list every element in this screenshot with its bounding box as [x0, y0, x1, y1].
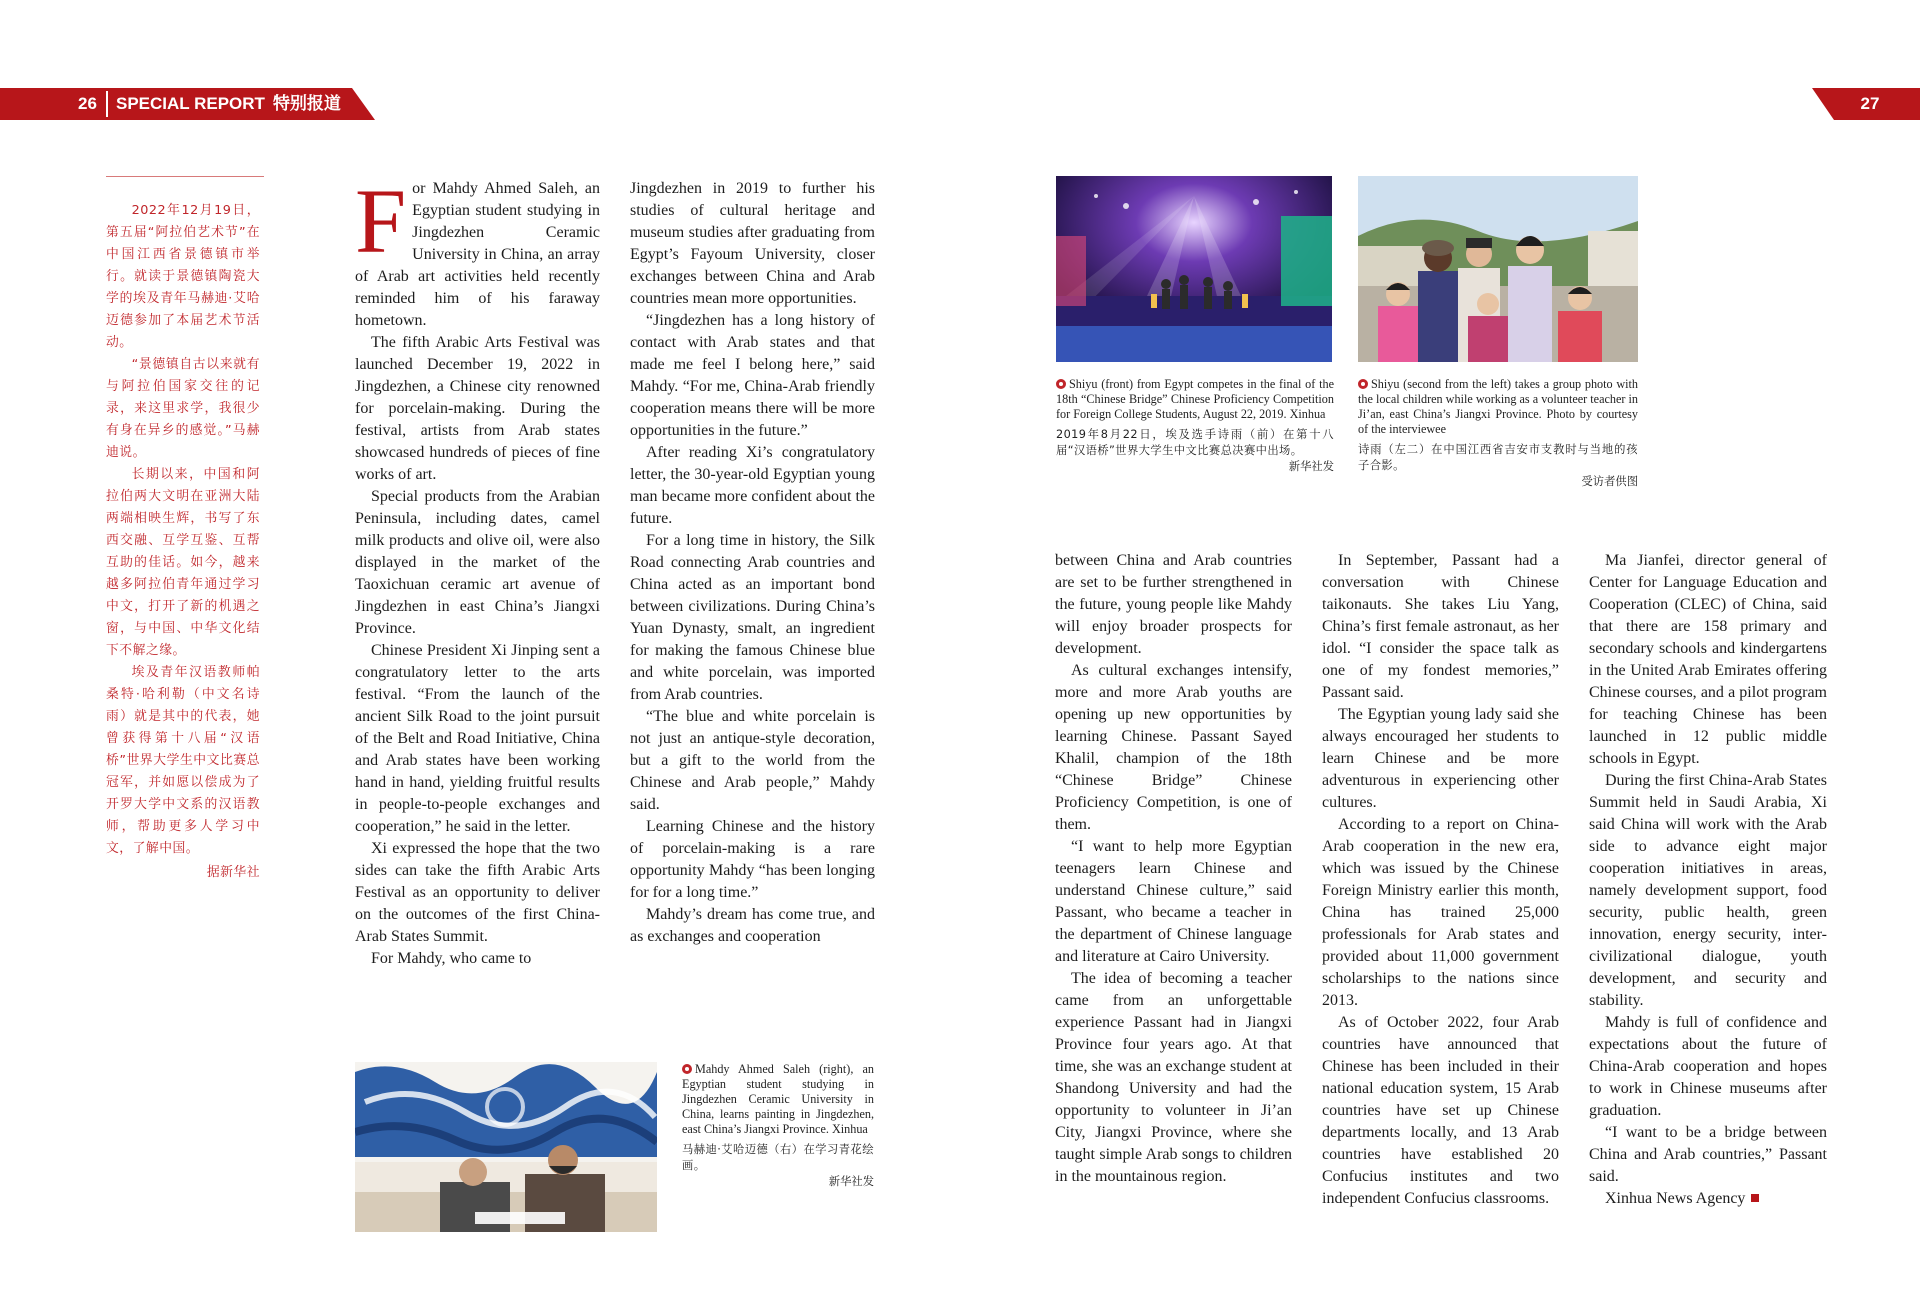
sidebar-paragraph: 2022年12月19日，第五届“阿拉伯艺术节”在中国江西省景德镇市举行。就读于景德镇陶瓷大学的埃及青年马赫迪·艾哈迈德参加了本届艺术节活动。	[106, 203, 260, 350]
article-paragraph: According to a report on China-Arab cooperation in the new era, which was issued by the Chinese Foreign Ministry earlier this month, China has trained 25,000 professionals for Arab states and provided about 11,000 government scholarships to the nations since 2013.	[1322, 816, 1559, 1009]
article-paragraph: “I want to help more Egyptian teenagers learn Chinese and understand Chinese culture,” said Passant, who became a teacher in the department of Chinese language and literature at Cairo University.	[1055, 838, 1292, 965]
article-column-3	[1055, 550, 1292, 1236]
caption-group-photo	[1358, 377, 1638, 490]
article-paragraph: After reading Xi’s congratulatory letter, the 30-year-old Egyptian young man became more confident about the future.	[630, 444, 875, 527]
sidebar-paragraph: “景德镇自古以来就有与阿拉伯国家交往的记录，来这里求学，我很少有身在异乡的感觉。”马赫迪说。	[106, 357, 260, 460]
photo-chinese-bridge-stage	[1056, 176, 1332, 362]
article-paragraph: Special products from the Arabian Peninsula, including dates, camel milk products and olive oil, were also displayed in the market of the Taoxichuan ceramic art avenue of Jingdezhen in east China’s Jiangxi Province.	[355, 488, 600, 637]
article-paragraph: Ma Jianfei, director general of Center for Language Education and Cooperation (CLEC) of China, said that there are 158 primary and secondary schools and kindergartens in the United Arab Emirates offering Chinese courses, and a pilot program for teaching Chinese has been launched in 12 public middle schools in Egypt.	[1589, 552, 1827, 767]
caption-en: Shiyu (second from the left) takes a group photo with the local children while working as a volunteer teacher in Ji’an, east China’s Jiangxi Province. Photo by courtesy of the interviewee	[1358, 377, 1638, 436]
article-paragraph: between China and Arab countries are set to be further strengthened in the future, young people like Mahdy will enjoy broader prospects for development.	[1055, 552, 1292, 657]
article-paragraph: In September, Passant had a conversation with Chinese taikonauts. She takes Liu Yang, China’s first female astronaut, as her idol. “I consider the space talk as one of my fondest memories,” Passant said.	[1322, 552, 1559, 701]
photo-mahdy-painting	[355, 1062, 657, 1232]
group-photo-illustration	[1358, 176, 1638, 362]
chinese-summary-sidebar	[106, 200, 260, 884]
caption-painting-photo	[682, 1062, 874, 1190]
section-title-en: SPECIAL REPORT	[116, 94, 265, 113]
painting-photo-illustration	[355, 1062, 657, 1232]
article-paragraph: Mahdy is full of confidence and expectations about the future of China-Arab cooperation and hopes to work in Chinese museums after graduation.	[1589, 1014, 1827, 1119]
article-column-2	[630, 178, 875, 990]
article-paragraph: For Mahdy, who came to	[371, 950, 532, 967]
stage-photo-illustration	[1056, 176, 1332, 362]
caption-bullet-icon	[1056, 379, 1066, 389]
caption-en: Shiyu (front) from Egypt competes in the final of the 18th “Chinese Bridge” Chinese Proficiency Competition for Foreign College Students, August 22, 2019. Xinhua	[1056, 377, 1334, 421]
section-title	[116, 88, 341, 120]
sidebar-paragraph: 埃及青年汉语教师帕桑特·哈利勒（中文名诗雨）就是其中的代表，她曾获得第十八届“汉语桥”世界大学生中文比赛总冠军，并如愿以偿成为了开罗大学中文系的汉语教师，帮助更多人学习中文，了解中国。	[106, 665, 260, 856]
end-mark-icon	[1751, 1194, 1759, 1202]
article-paragraph: The Egyptian young lady said she always encouraged her students to learn Chinese and be more adventurous in experiencing other cultures.	[1322, 706, 1559, 811]
caption-credit: 新华社发	[828, 1175, 874, 1188]
byline-text: Xinhua News Agency	[1605, 1190, 1746, 1207]
article-paragraph: Learning Chinese and the history of porcelain-making is a rare opportunity Mahdy “has been longing for for a long time.”	[630, 818, 875, 901]
page-number-right: 27	[1860, 94, 1880, 113]
byline	[1589, 1188, 1827, 1210]
header-divider	[106, 91, 108, 117]
caption-cn: 2019年8月22日，埃及选手诗雨（前）在第十八届“汉语桥”世界大学生中文比赛总决赛中出场。	[1056, 428, 1334, 457]
article-paragraph: The idea of becoming a teacher came from an unforgettable experience Passant had in Jiangxi Province four years ago. At that time, she was an exchange student at Shandong University and had the opportunity to volunteer in Ji’an City, Jiangxi Province, where she taught simple Arab songs to children in the mountainous region.	[1055, 970, 1292, 1185]
caption-cn: 马赫迪·艾哈迈德（右）在学习青花绘画。	[682, 1143, 874, 1172]
article-paragraph	[355, 178, 600, 332]
sidebar-rule	[106, 176, 264, 177]
photo-group-with-children	[1358, 176, 1638, 362]
article-column-1	[355, 178, 600, 990]
article-paragraph: “Jingdezhen has a long history of contact with Arab states and that made me feel I belong here,” said Mahdy. “For me, China-Arab friendly cooperation means there will be more opportunities in the future.”	[630, 312, 875, 439]
caption-en: Mahdy Ahmed Saleh (right), an Egyptian student studying in Jingdezhen Ceramic University in China, learns painting in Jingdezhen, east China’s Jiangxi Province. Xinhua	[682, 1062, 874, 1136]
article-paragraph: “I want to be a bridge between China and Arab countries,” Passant said.	[1589, 1124, 1827, 1185]
article-paragraph: Xi expressed the hope that the two sides can take the fifth Arabic Arts Festival as an opportunity to deliver on the outcomes of the first China-Arab States Summit.	[355, 840, 600, 945]
drop-cap: F	[355, 178, 407, 272]
article-paragraph: The fifth Arabic Arts Festival was launched December 19, 2022 in Jingdezhen, a Chinese city renowned for porcelain-making. During the festival, artists from Arab states showcased hundreds of pieces of fine works of art.	[355, 334, 600, 483]
caption-credit: 新华社发	[1288, 460, 1334, 473]
article-paragraph: “The blue and white porcelain is not just an antique-style decoration, but a gift to the world from the Chinese and Arab people,” Mahdy said.	[630, 708, 875, 813]
page-number-left: 26	[78, 94, 97, 113]
article-paragraph: As cultural exchanges intensify, more and more Arab youths are opening up new opportunities by learning Chinese. Passant Sayed Khalil, champion of the 18th “Chinese Bridge” Chinese Proficiency Competition, is one of them.	[1055, 662, 1292, 833]
caption-stage-photo	[1056, 377, 1334, 475]
article-paragraph: For a long time in history, the Silk Road connecting Arab countries and China acted as an important bond between civilizations. During China’s Yuan Dynasty, smalt, an ingredient for making the famous Chinese blue and white porcelain, was imported from Arab countries.	[630, 532, 875, 703]
sidebar-source: 据新华社	[206, 865, 260, 880]
caption-bullet-icon	[1358, 379, 1368, 389]
caption-cn: 诗雨（左二）在中国江西省吉安市支教时与当地的孩子合影。	[1358, 443, 1638, 472]
article-column-5	[1589, 550, 1827, 1236]
section-title-cn: 特别报道	[272, 94, 341, 114]
article-opening-text: or Mahdy Ahmed Saleh, an Egyptian student studying in Jingdezhen Ceramic University in China, an array of Arab art activities held recently reminded him of his faraway hometown.	[355, 180, 600, 329]
caption-credit: 受访者供图	[1581, 475, 1638, 488]
article-paragraph: During the first China-Arab States Summit held in Saudi Arabia, Xi said China will work with the Arab side to advance eight major cooperation initiatives in areas, namely development support, food security, public health, green innovation, energy security, inter-civilizational dialogue, youth development, and security and stability.	[1589, 772, 1827, 1009]
caption-bullet-icon	[682, 1064, 692, 1074]
article-paragraph: As of October 2022, four Arab countries have announced that Chinese has been included in their national education system, 15 Arab countries have set up Chinese departments locally, and 13 Arab countries have established 20 Confucius institutes and two independent Confucius classrooms.	[1322, 1014, 1559, 1207]
article-column-4	[1322, 550, 1559, 1236]
article-paragraph: Mahdy’s dream has come true, and as exchanges and cooperation	[630, 906, 875, 945]
sidebar-paragraph: 长期以来，中国和阿拉伯两大文明在亚洲大陆两端相映生辉，书写了东西交融、互学互鉴、互帮互助的佳话。如今，越来越多阿拉伯青年通过学习中文，打开了新的机遇之窗，与中国、中华文化结下不解之缘。	[106, 467, 260, 658]
article-paragraph: Jingdezhen in 2019 to further his studies of cultural heritage and museum studies after graduating from Egypt’s Fayoum University, closer exchanges between China and Arab countries mean more opportunities.	[630, 180, 875, 307]
article-paragraph: Chinese President Xi Jinping sent a congratulatory letter to the arts festival. “From the launch of the ancient Silk Road to the joint pursuit of the Belt and Road Initiative, China and Arab states have been working hand in hand, yielding fruitful results in people-to-people exchanges and cooperation,” he said in the letter.	[355, 642, 600, 835]
